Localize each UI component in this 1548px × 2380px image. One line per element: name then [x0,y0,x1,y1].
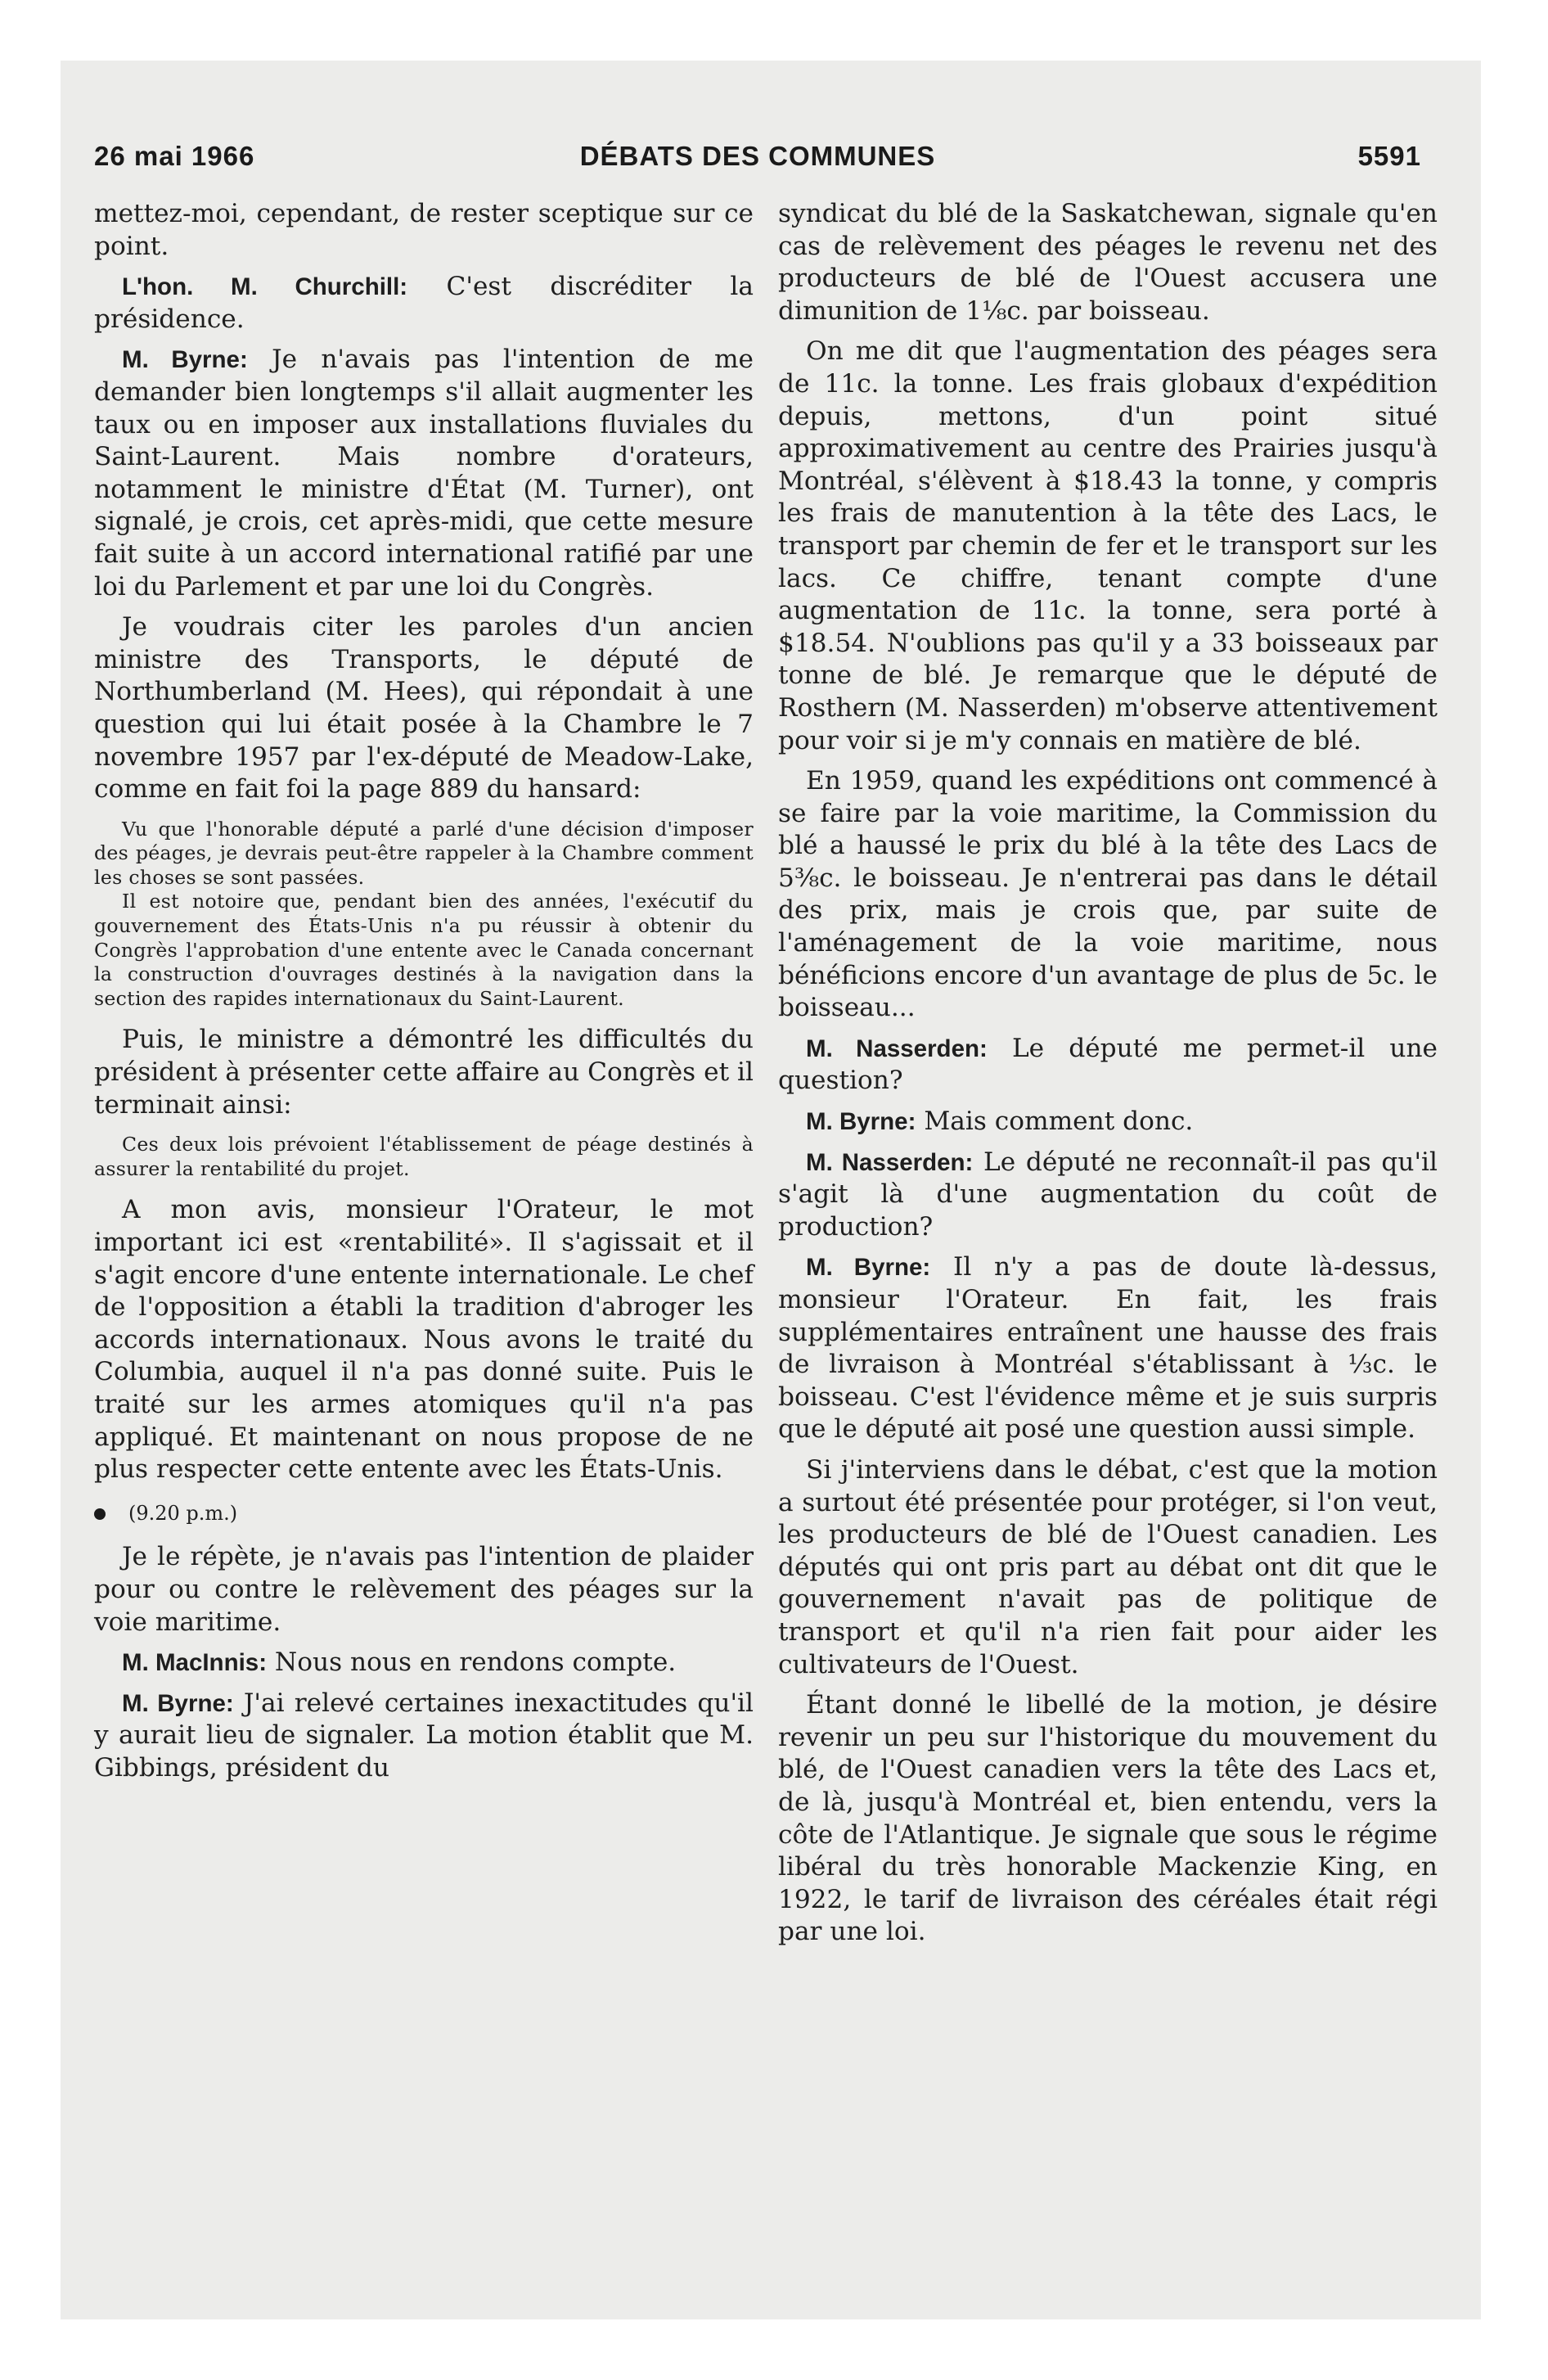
right-column [778,198,1438,1957]
block-quote [94,1133,754,1181]
speech-text: J'ai relevé certaines inexactitudes qu'il y aurait lieu de signaler. La motion établit que M. Gibbings, président du [94,1688,754,1783]
speech-paragraph [94,344,754,603]
paragraph: syndicat du blé de la Saskatchewan, signale qu'en cas de relèvement des péages le revenu net des producteurs de blé de l'Ouest accusera une dimunition de 1⅛c. par boisseau. [778,199,1438,326]
speech-text: Nous nous en rendons compte. [267,1648,677,1678]
speech-text: Le député me permet-il une question? [778,1033,1438,1096]
paragraph: En 1959, quand les expéditions ont commencé à se faire par la voie maritime, la Commission du blé a haussé le prix du blé à la tête des Lacs de 5⅜c. le boisseau. Je n'entrerai pas dans le détail des prix, mais je crois que, par suite de l'aménagement de la voie maritime, nous bénéficions encore d'un avantage de plus de 5c. le boisseau... [778,766,1438,1023]
header-title: DÉBATS DES COMMUNES [579,141,936,171]
speech-paragraph [778,1251,1438,1446]
left-column [94,198,754,1793]
paragraph: Puis, le ministre a démontré les difficultés du président à présenter cette affaire au Congrès et il terminait ainsi: [94,1025,754,1120]
header-date: 26 mai 1966 [94,141,255,171]
paragraph: mettez-moi, cependant, de rester sceptique sur ce point. [94,199,754,261]
speaker-name: M. MacInnis: [122,1649,268,1677]
quote-paragraph: Il est notoire que, pendant bien des années, l'exécutif du gouvernement des États-Unis n'a pu réussir à obtenir du Congrès l'approbation d'une entente avec le Canada concernant la construction d'ouvrages destinés à la navigation dans la section des rapides internationaux du Saint-Laurent. [94,890,754,1010]
quote-paragraph: Vu que l'honorable député a parlé d'une décision d'imposer des péages, je devrais peut-être rappeler à la Chambre comment les choses se sont passées. [94,817,754,889]
speaker-name: M. Byrne: [122,1689,234,1717]
speaker-name: M. Byrne: [122,346,248,374]
speech-paragraph [778,1106,1438,1138]
bullet-icon [94,1508,106,1520]
speaker-name: M. Byrne: [806,1254,931,1282]
speech-paragraph [94,271,754,336]
speech-text: Le député ne reconnaît-il pas qu'il s'agit là d'une augmentation du coût de production? [778,1147,1438,1242]
quote-paragraph: Ces deux lois prévoient l'établissement de péage destinés à assurer la rentabilité du projet. [94,1133,754,1180]
paragraph: Étant donné le libellé de la motion, je désire revenir un peu sur l'historique du mouvement du blé, de l'Ouest canadien vers la tête des Lacs et, de là, jusqu'à Montréal et, bien entendu, vers la côte de l'Atlantique. Je signale que sous le régime libéral du très honorable Mackenzie King, en 1922, le tarif de livraison des céréales était régi par une loi. [778,1690,1438,1947]
speech-paragraph [778,1033,1438,1098]
speech-paragraph [94,1688,754,1785]
paragraph: A mon avis, monsieur l'Orateur, le mot important ici est «rentabilité». Il s'agissait et il s'agit encore d'une entente internationale. Le chef de l'opposition a établi la tradition d'abroger les accords internationaux. Nous avons le traité du Columbia, auquel il n'a pas donné suite. Puis le traité sur les armes atomiques qu'il n'a pas appliqué. Et maintenant on nous propose de ne plus respecter cette entente avec les États-Unis. [94,1195,754,1485]
speaker-name: M. Nasserden: [806,1034,988,1062]
time-marker [94,1498,754,1530]
block-quote [94,818,754,1012]
paragraph: Si j'interviens dans le débat, c'est que la motion a surtout été présentée pour protéger, si l'on veut, les producteurs de blé de l'Ouest canadien. Les députés qui ont pris part au débat ont dit que le gouvernement n'avait pas de politique de transport et qu'il n'a rien fait pour aider les cultivateurs de l'Ouest. [778,1454,1438,1679]
speaker-name: L'hon. M. Churchill: [122,273,408,301]
speech-paragraph [94,1647,754,1679]
speech-text: Je n'avais pas l'intention de me demander bien longtemps s'il allait augmenter les taux ou en imposer aux installations fluviales du Saint-Laurent. Mais nombre d'orateurs, notamment le ministre d'État (M. Turner), ont signalé, je crois, cet après-midi, que cette mesure fait suite à un accord international ratifié par une loi du Parlement et par une loi du Congrès. [94,345,754,602]
speech-text: C'est discréditer la présidence. [94,272,754,334]
speaker-name: M. Byrne: [806,1108,916,1136]
paragraph: Je le répète, je n'avais pas l'intention de plaider pour ou contre le relèvement des péages sur la voie maritime. [94,1542,754,1637]
speech-text: Il n'y a pas de doute là-dessus, monsieur l'Orateur. En fait, les frais supplémentaires entraînent une hausse des frais de livraison à Montréal s'établissant à ⅓c. le boisseau. C'est l'évidence même et je suis surpris que le député ait posé une question aussi simple. [778,1252,1438,1445]
paragraph: Je voudrais citer les paroles d'un ancien ministre des Transports, le député de Northumberland (M. Hees), qui répondait à une question qui lui était posée à la Chambre le 7 novembre 1957 par l'ex-député de Meadow-Lake, comme en fait foi la page 889 du hansard: [94,612,754,805]
speech-text: Mais comment donc. [916,1107,1194,1137]
speech-paragraph [778,1147,1438,1244]
time-stamp: (9.20 p.m.) [128,1501,238,1525]
paragraph: On me dit que l'augmentation des péages sera de 11c. la tonne. Les frais globaux d'expédition depuis, mettons, d'un point situé approximativement au centre des Prairies jusqu'à Montréal, s'élèvent à $18.43 la tonne, y compris les frais de manutention à la tête des Lacs, le transport par chemin de fer et le transport sur les lacs. Ce chiffre, tenant compte d'une augmentation de 11c. la tonne, sera porté à $18.54. N'oublions pas qu'il y a 33 boisseaux par tonne de blé. Je remarque que le député de Rosthern (M. Nasserden) m'observe attentivement pour voir si je m'y connais en matière de blé. [778,336,1438,755]
page-number: 5591 [1357,141,1421,171]
speaker-name: M. Nasserden: [806,1148,974,1176]
page-header [94,141,1421,182]
